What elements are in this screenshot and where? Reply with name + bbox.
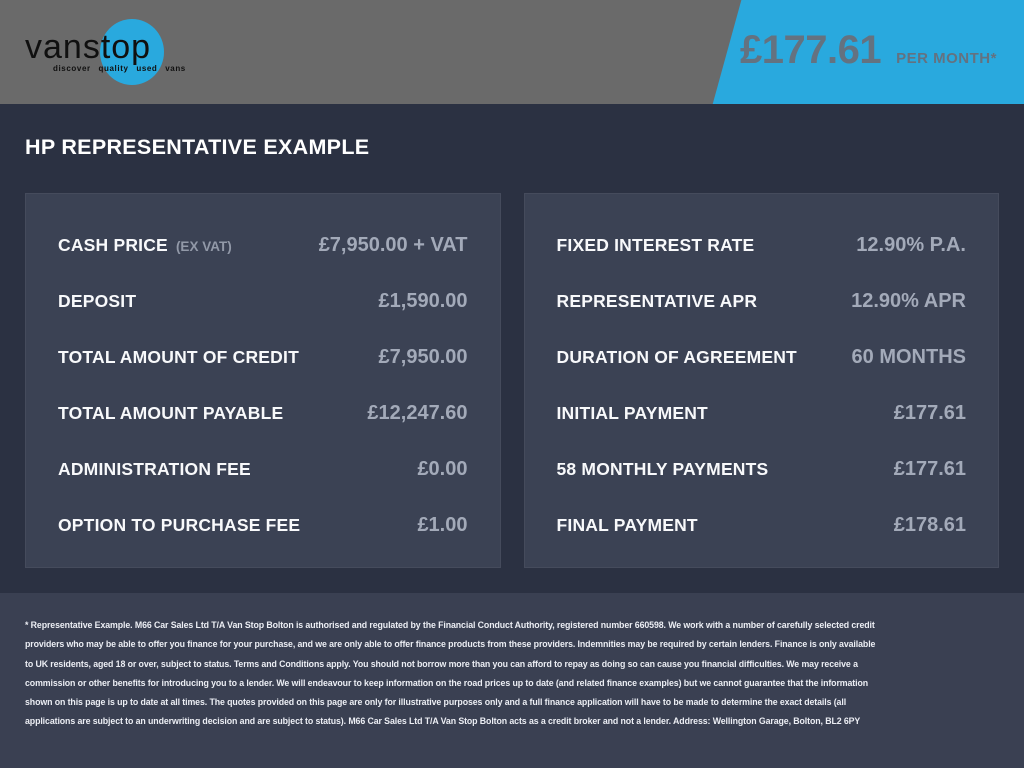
finance-row-label: OPTION TO PURCHASE FEE — [58, 514, 301, 535]
finance-row — [58, 441, 468, 497]
finance-row-label: FIXED INTEREST RATE — [556, 234, 755, 255]
finance-row-value: £1,590.00 — [378, 289, 468, 312]
finance-panel-right — [524, 193, 1000, 568]
finance-row-label: REPRESENTATIVE APR — [556, 290, 758, 311]
finance-row-value: 60 MONTHS — [851, 345, 966, 368]
legal-text-line: applications are subject to an underwriting decision and are subject to status). M66 Car Sales Ltd T/A Van Stop Bolton acts as a credit broker and not a lender. Address: Wellington Garage, Bolton, BL2 6PY — [25, 716, 861, 727]
finance-row-label: TOTAL AMOUNT PAYABLE — [58, 402, 284, 423]
finance-row-label: 58 MONTHLY PAYMENTS — [556, 458, 769, 479]
legal-text-line: shown on this page is up to date at all times. The quotes provided on this page are only for illustrative purposes only and a full finance application will have to be made to determine the exact details (all — [25, 697, 847, 708]
finance-row — [58, 385, 468, 441]
finance-row — [557, 385, 967, 441]
monthly-price-amount: £177.61 — [740, 27, 882, 72]
finance-row-value: £12,247.60 — [367, 401, 468, 424]
monthly-price-container — [713, 0, 1024, 104]
finance-row-label: CASH PRICE — [58, 234, 168, 255]
finance-row-value: 12.90% APR — [851, 289, 966, 312]
finance-row — [58, 217, 468, 273]
finance-row-value: £177.61 — [893, 457, 966, 480]
finance-row-value: £1.00 — [417, 513, 468, 536]
logo-tagline: discover quality used vans — [53, 64, 186, 73]
finance-row-value: £7,950.00 + VAT — [318, 233, 468, 256]
finance-row — [557, 217, 967, 273]
legal-text-line: commission or other benefits for introducing you to a lender. We will endeavour to keep information on the road prices up to date (and related finance examples) but we cannot guarantee that the information — [25, 677, 869, 688]
finance-row — [58, 329, 468, 385]
legal-text-line: to UK residents, aged 18 or over, subject to status. Terms and Conditions apply. You should not borrow more than you can afford to repay as doing so can cause you financial difficulties. We may receive a — [25, 658, 858, 669]
logo-wordmark: vanstop — [25, 28, 152, 66]
legal-text-line: providers who may be able to offer you finance for your purchase, and we are only able to offer finance products from these providers. Indemnities may be required by certain lenders. Finance is only available — [25, 639, 876, 650]
finance-row — [557, 329, 967, 385]
legal-disclaimer — [0, 593, 1024, 768]
finance-row-value: £178.61 — [893, 513, 966, 536]
finance-row — [58, 273, 468, 329]
finance-row — [58, 497, 468, 553]
finance-row-value: £0.00 — [417, 457, 468, 480]
finance-row — [557, 497, 967, 553]
finance-row-value: £7,950.00 — [378, 345, 468, 368]
finance-row — [557, 273, 967, 329]
legal-text-line: * Representative Example. M66 Car Sales Ltd T/A Van Stop Bolton is authorised and regulated by the Financial Conduct Authority, registered number 660598. We work with a number of carefully selected credit — [25, 620, 875, 630]
finance-row-value: £177.61 — [893, 401, 966, 424]
finance-panel-left — [25, 193, 501, 568]
finance-row-label: DURATION OF AGREEMENT — [556, 346, 797, 367]
page-title: HP REPRESENTATIVE EXAMPLE — [25, 135, 370, 159]
finance-row-value: 12.90% P.A. — [856, 233, 966, 256]
finance-row — [557, 441, 967, 497]
finance-row-label: TOTAL AMOUNT OF CREDIT — [58, 346, 299, 367]
finance-row-label: INITIAL PAYMENT — [556, 402, 708, 423]
finance-example-section — [0, 104, 1024, 593]
finance-row-sublabel: (EX VAT) — [175, 238, 232, 254]
vanstop-logo — [20, 10, 220, 96]
finance-panels — [25, 193, 999, 568]
header-bar — [0, 0, 1024, 104]
monthly-price-period: PER MONTH* — [896, 49, 997, 67]
finance-row-label: ADMINISTRATION FEE — [58, 458, 251, 479]
finance-row-label: DEPOSIT — [58, 290, 137, 311]
finance-row-label: FINAL PAYMENT — [556, 514, 698, 535]
